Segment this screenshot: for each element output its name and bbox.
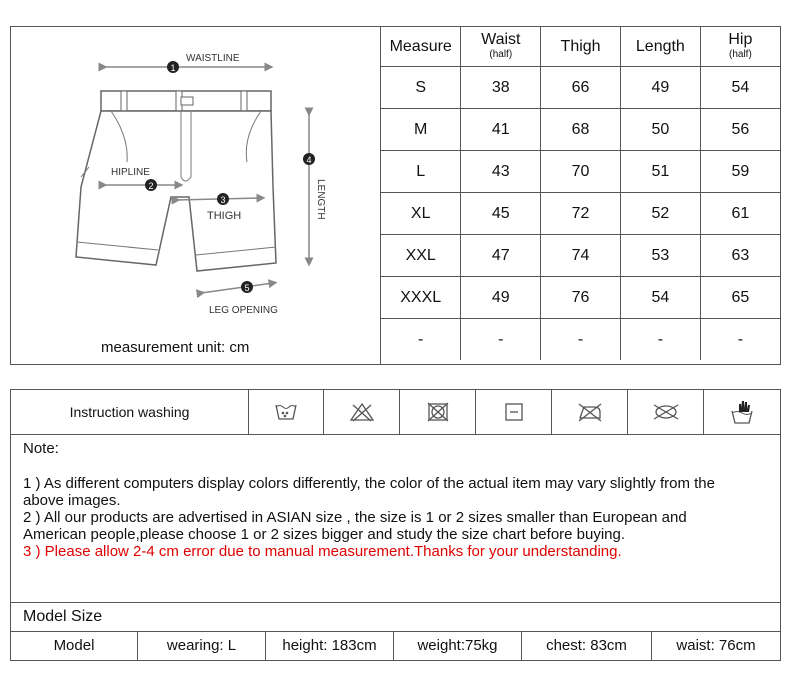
model-waist-cell: waist: 76cm bbox=[676, 637, 756, 654]
hip-cell: 59 bbox=[700, 151, 780, 193]
model-size-header bbox=[11, 602, 780, 632]
measurement-unit-label: measurement unit: cm bbox=[101, 339, 250, 356]
wash-30-icon bbox=[248, 390, 324, 434]
marker-1 bbox=[167, 61, 179, 73]
table-row bbox=[381, 193, 780, 235]
waistline-label: WAISTLINE bbox=[186, 53, 240, 64]
model-weight-cell: weight:75kg bbox=[394, 631, 522, 660]
length-cell: 49 bbox=[620, 67, 700, 109]
thigh-cell: 70 bbox=[541, 151, 621, 193]
note-line: American people,please choose 1 or 2 sizes bigger and study the size chart before buying. bbox=[23, 526, 626, 543]
note-line-highlight: 3 ) Please allow 2-4 cm error due to manual measurement.Thanks for your understanding. bbox=[23, 543, 622, 560]
size-cell: S bbox=[381, 67, 461, 109]
length-cell: 50 bbox=[620, 109, 700, 151]
size-cell: XXXL bbox=[381, 277, 461, 319]
marker-2 bbox=[145, 179, 157, 191]
model-chest-cell: chest: 83cm bbox=[522, 631, 652, 660]
no-dry-clean-icon bbox=[628, 390, 704, 434]
note-block bbox=[23, 440, 773, 560]
size-table-header bbox=[381, 27, 780, 67]
model-label-cell: Model bbox=[11, 631, 138, 660]
note-line: 2 ) All our products are advertised in ASIAN size , the size is 1 or 2 sizes smaller than European and bbox=[23, 509, 687, 526]
table-row bbox=[381, 277, 780, 319]
hip-cell: 65 bbox=[700, 277, 780, 319]
thigh-cell: 68 bbox=[541, 109, 621, 151]
svg-text:1: 1 bbox=[170, 63, 176, 73]
model-info-row bbox=[11, 631, 780, 660]
length-cell: 51 bbox=[620, 151, 700, 193]
note-line: 1 ) As different computers display colors differently, the color of the actual item may vary slightly from the bbox=[23, 475, 715, 492]
hipline-label: HIPLINE bbox=[111, 167, 150, 178]
shorts-diagram bbox=[11, 27, 381, 364]
header-length: Length bbox=[620, 27, 700, 67]
svg-text:2: 2 bbox=[148, 181, 154, 191]
waist-cell: 41 bbox=[461, 109, 541, 151]
shorts-illustration bbox=[11, 27, 379, 364]
length-cell: 52 bbox=[620, 193, 700, 235]
size-chart-panel bbox=[10, 26, 781, 365]
hip-cell: 63 bbox=[700, 235, 780, 277]
header-thigh: Thigh bbox=[541, 27, 621, 67]
instruction-panel bbox=[10, 389, 781, 661]
svg-text:4: 4 bbox=[306, 155, 312, 165]
waist-cell: 49 bbox=[461, 277, 541, 319]
table-row bbox=[381, 109, 780, 151]
thigh-cell: - bbox=[541, 319, 621, 361]
waist-cell: 45 bbox=[461, 193, 541, 235]
hip-cell: 54 bbox=[700, 67, 780, 109]
thigh-cell: 74 bbox=[541, 235, 621, 277]
table-row bbox=[381, 319, 780, 361]
thigh-label: THIGH bbox=[207, 210, 242, 222]
no-bleach-icon bbox=[324, 390, 400, 434]
waist-cell: 47 bbox=[461, 235, 541, 277]
size-cell: XL bbox=[381, 193, 461, 235]
size-table bbox=[381, 27, 780, 360]
marker-5 bbox=[241, 281, 253, 293]
leg-opening-label: LEG OPENING bbox=[209, 305, 278, 316]
hand-wash-icon bbox=[704, 390, 780, 434]
waist-cell: 43 bbox=[461, 151, 541, 193]
size-cell: XXL bbox=[381, 235, 461, 277]
length-cell: - bbox=[620, 319, 700, 361]
length-cell: 54 bbox=[620, 277, 700, 319]
waist-cell: - bbox=[461, 319, 541, 361]
marker-4 bbox=[303, 153, 315, 165]
waist-cell: 38 bbox=[461, 67, 541, 109]
model-height-cell: height: 183cm bbox=[266, 631, 394, 660]
header-waist: Waist (half) bbox=[461, 27, 541, 67]
thigh-cell: 72 bbox=[541, 193, 621, 235]
model-wearing-cell: wearing: L bbox=[138, 631, 266, 660]
no-tumble-dry-icon bbox=[400, 390, 476, 434]
size-cell: M bbox=[381, 109, 461, 151]
size-cell: - bbox=[381, 319, 461, 361]
size-cell: L bbox=[381, 151, 461, 193]
length-label: LENGTH bbox=[315, 179, 326, 220]
hip-cell: 61 bbox=[700, 193, 780, 235]
washing-label: Instruction washing bbox=[11, 390, 249, 434]
line-dry-icon bbox=[476, 390, 552, 434]
table-row bbox=[381, 67, 780, 109]
svg-text:3: 3 bbox=[220, 195, 226, 205]
header-measure: Measure bbox=[381, 27, 461, 67]
note-title: Note: bbox=[23, 440, 59, 457]
hip-cell: 56 bbox=[700, 109, 780, 151]
no-iron-icon bbox=[552, 390, 628, 434]
washing-row bbox=[11, 390, 780, 435]
table-row bbox=[381, 151, 780, 193]
thigh-cell: 66 bbox=[541, 67, 621, 109]
note-line: above images. bbox=[23, 492, 121, 509]
hip-cell: - bbox=[700, 319, 780, 361]
thigh-cell: 76 bbox=[541, 277, 621, 319]
length-cell: 53 bbox=[620, 235, 700, 277]
model-size-title: Model Size bbox=[23, 608, 103, 625]
marker-3 bbox=[217, 193, 229, 205]
table-row bbox=[381, 235, 780, 277]
svg-text:5: 5 bbox=[244, 283, 250, 293]
header-hip: Hip (half) bbox=[700, 27, 780, 67]
